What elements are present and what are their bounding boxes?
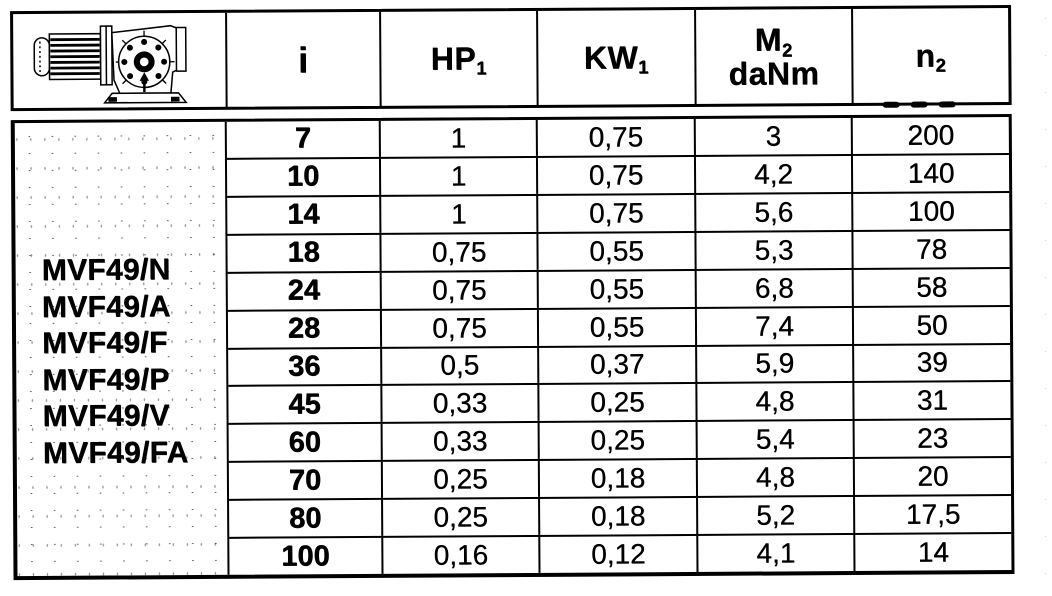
model-label: MVF49/N [41,253,171,287]
header-text: i [297,39,309,81]
header-text: KW [583,39,639,76]
table-cell: 1 [381,196,538,233]
table-cell: 5,4 [698,421,855,458]
artifact-dash [911,102,928,108]
table-cell: 5,6 [696,194,853,231]
table-cell: 0,37 [539,346,697,383]
table-cell: 4,1 [698,535,855,572]
column-header-m2-danm [696,9,854,106]
table-cell: 0,55 [539,271,697,308]
table-cell: 10 [227,159,381,196]
table-cell: 24 [228,273,382,310]
table-cell: 14 [917,536,950,568]
column-header-label [583,39,650,78]
artifact-dash [939,101,956,107]
table-cell: 4,2 [696,156,853,193]
table-cell: 31 [916,384,949,417]
table-cell: 23 [917,422,949,454]
spec-table-body [11,114,1015,580]
column-header-label [298,41,309,79]
table-cell: 0,12 [540,536,698,573]
table-cell: 20 [917,460,949,492]
column-header-label [915,37,947,76]
column-header-label [754,21,793,61]
table-row [227,155,1009,198]
table-body-rows [227,117,1012,575]
header-text: M [754,21,783,59]
table-cell: 0,18 [540,498,698,535]
artifact-dash [883,102,900,108]
table-cell: 200 [907,119,955,151]
model-label: MVF49/P [42,362,170,397]
table-row [227,193,1009,236]
model-label: MVF49/FA [42,435,189,470]
table-cell: 0,75 [538,119,696,156]
table-cell: 0,33 [383,423,540,460]
table-cell: 5,9 [697,346,854,383]
header-text: HP [430,40,477,77]
table-cell: 6,8 [697,270,854,307]
table-cell: 0,75 [382,310,539,347]
header-subscript: 2 [781,38,793,61]
table-cell: 5,3 [696,232,853,269]
table-cell: 0,25 [383,461,540,498]
table-cell: 3 [696,118,853,155]
table-cell: 0,75 [538,157,696,194]
table-cell: 0,18 [540,460,698,497]
table-cell: 17,5 [905,498,961,530]
table-cell: 140 [907,157,955,189]
table-cell: 7 [227,121,381,158]
table-cell: 1 [381,120,538,157]
table-row [228,269,1010,312]
table-cell: 14 [227,197,381,234]
model-label: MVF49/F [41,326,168,360]
header-subscript: 2 [935,54,947,76]
header-text: n [915,37,936,74]
table-cell: 18 [227,235,381,272]
table-row [229,534,1011,575]
table-cell: 4,8 [698,459,855,496]
table-cell: 0,55 [538,233,696,270]
header-subscript: 1 [638,56,650,78]
table-cell: 4,8 [697,383,854,420]
table-cell: 0,75 [381,234,538,271]
table-cell: 58 [916,271,948,303]
table-cell: 100 [229,538,383,575]
spec-table-header [10,5,1012,111]
table-cell: 60 [229,424,383,461]
column-header-i [227,12,382,109]
table-cell: 0,25 [539,384,697,421]
table-row [228,345,1010,388]
table-row [227,231,1009,274]
table-row [228,382,1010,425]
scan-artifact-partial-digits [883,101,956,107]
table-cell: 50 [916,308,948,341]
table-cell: 5,2 [698,497,855,534]
table-row [228,307,1010,350]
model-list-cell [15,122,230,576]
table-cell: 1 [381,158,538,195]
table-cell: 36 [228,348,382,385]
table-cell: 0,75 [538,195,696,232]
table-cell: 0,16 [383,537,540,574]
table-row [229,420,1011,463]
column-header-kw1 [538,10,697,107]
gearmotor-image-cell [13,13,228,110]
table-cell: 78 [915,233,948,265]
column-header-label [430,40,488,79]
table-cell: 0,55 [539,309,697,346]
table-cell: 0,75 [382,272,539,309]
header-subscript: 1 [476,57,488,79]
table-row [229,458,1011,501]
table-cell: 0,25 [383,499,540,536]
table-cell: 39 [916,346,948,379]
column-header-n2 [853,8,1009,105]
table-cell: 45 [228,386,382,423]
table-cell: 100 [907,195,955,227]
table-row [229,496,1011,539]
header-unit-label: daNm [728,55,820,92]
gearmotor-icon [25,17,222,108]
table-cell: 70 [229,462,383,499]
table-cell: 0,5 [382,347,539,384]
table-row [227,117,1009,160]
table-cell: 0,33 [382,385,539,422]
column-header-hp1 [381,11,539,108]
table-cell: 0,25 [540,422,698,459]
table-cell: 28 [228,310,382,347]
table-cell: 7,4 [697,308,854,345]
model-label: MVF49/A [41,289,171,324]
model-label: MVF49/V [42,399,170,433]
table-cell: 80 [229,500,383,537]
